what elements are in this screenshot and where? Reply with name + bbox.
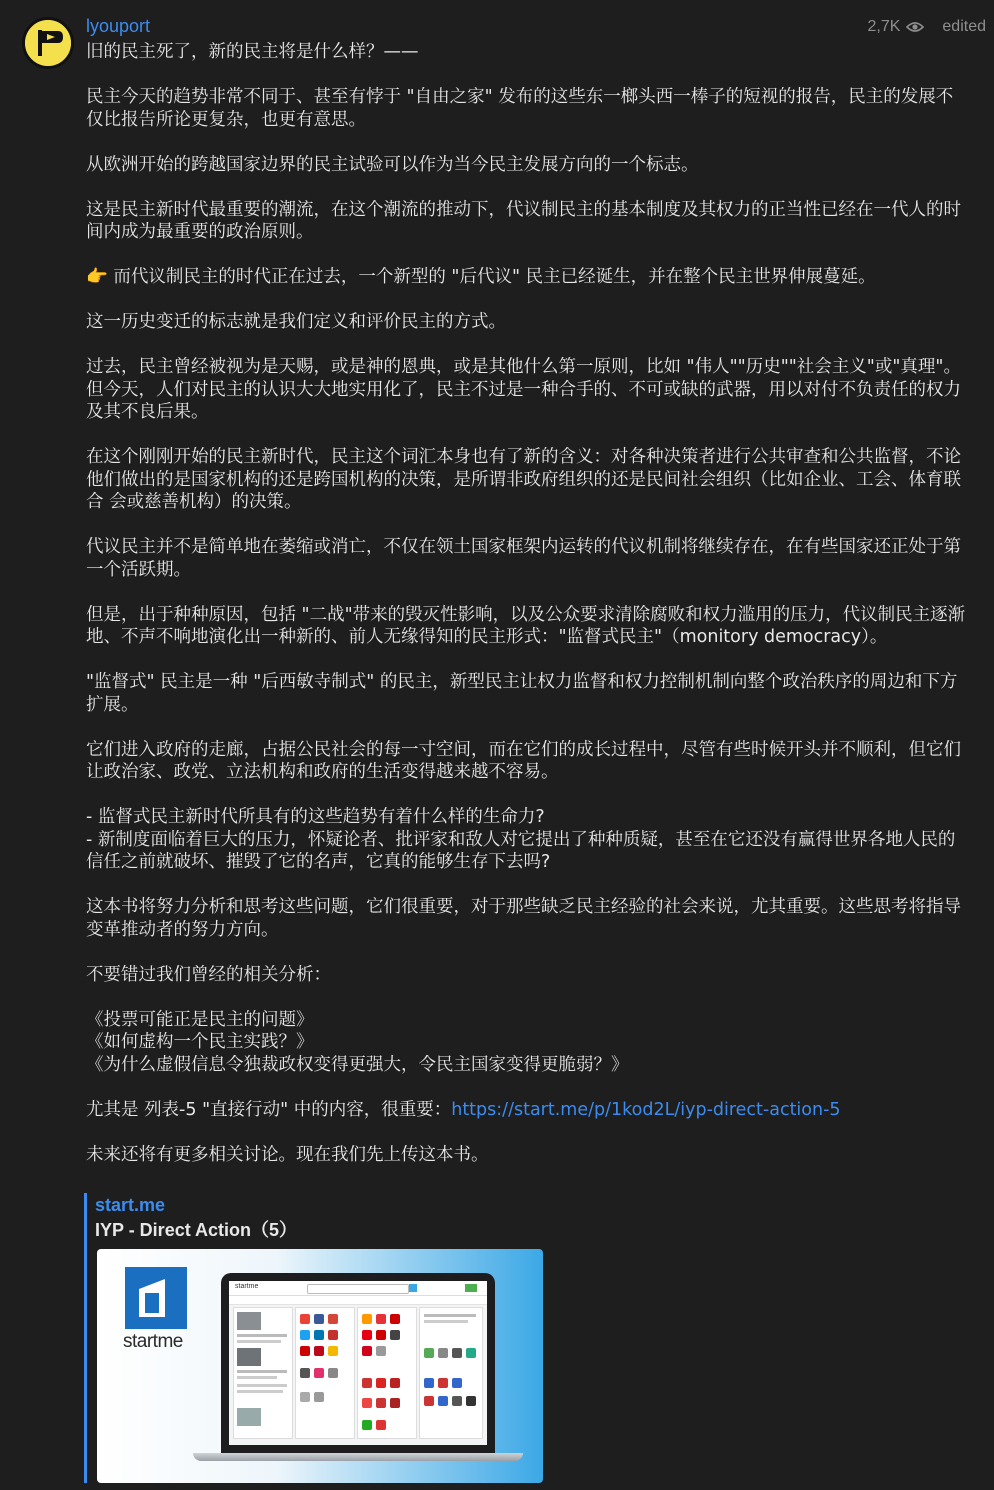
screen-add-button — [465, 1284, 477, 1292]
paragraph: 这本书将努力分析和思考这些问题，它们很重要，对于那些缺乏民主经验的社会来说，尤其重要。这些思考将指导变革推动者的努力方向。 — [86, 897, 961, 940]
avatar[interactable] — [22, 17, 74, 69]
screen-search-button — [409, 1284, 417, 1292]
paragraph: 这是民主新时代最重要的潮流，在这个潮流的推动下，代议制民主的基本制度及其权力的正当性已经在一代人的时间内成为最重要的政治原则。 — [86, 199, 961, 242]
preview-site-name[interactable]: start.me — [95, 1195, 166, 1215]
paragraph: - 监督式民主新时代所具有的这些趋势有着什么样的生命力? - 新制度面临着巨大的压力，怀疑论者、批评家和敌人对它提出了种种质疑，甚至在它还没有赢得世界各地人民的信任之前就破坏、摧毁了它的名声，它真的能够生存下去吗? — [86, 807, 956, 872]
screen-bookmarks-widget — [295, 1307, 355, 1439]
message-text — [86, 41, 966, 1166]
screen-shopping-widget — [357, 1307, 417, 1439]
laptop-illustration — [221, 1273, 495, 1453]
paragraph: 不要错过我们曾经的相关分析： — [86, 964, 331, 985]
screen-tabs — [229, 1296, 487, 1305]
paragraph: 这一历史变迁的标志就是我们定义和评价民主的方式。 — [86, 312, 506, 332]
view-count: 2,7K — [867, 18, 901, 35]
paragraph: 过去，民主曾经被视为是天赐，或是神的恩典，或是其他什么第一原则，比如 "伟人""历史""社会主义"或"真理"。但今天，人们对民主的认识大大地实用化了，民主不过是一种合手的、不可或缺的武器，用以对付不负责任的权力及其不良后果。 — [86, 357, 961, 422]
laptop-screen — [229, 1281, 487, 1445]
screen-search-bar — [307, 1284, 409, 1294]
related-articles-list: 《投票可能正是民主的问题》 《如何虚构一个民主实践？》 《为什么虚假信息令独裁政权变得更强大，令民主国家变得更脆弱？》 — [86, 1009, 629, 1075]
laptop-base — [193, 1453, 523, 1461]
eye-icon — [906, 20, 924, 34]
screen-brand: startme — [235, 1283, 259, 1290]
paragraph: 它们进入政府的走廊，占据公民社会的每一寸空间，而在它们的成长过程中，尽管有些时候开头并不顺利，但它们让政治家、政党、立法机构和政府的生活变得越来越不容易。 — [86, 739, 961, 782]
start-me-link[interactable]: https://start.me/p/1kod2L/iyp-direct-action-5 — [451, 1099, 841, 1120]
preview-image[interactable] — [97, 1249, 543, 1483]
paragraph: 代议民主并不是简单地在萎缩或消亡，不仅在领土国家框架内运转的代议机制将继续存在，在有些国家还正处于第一个活跃期。 — [86, 537, 961, 580]
paragraph: 从欧洲开始的跨越国家边界的民主试验可以作为当今民主发展方向的一个标志。 — [86, 154, 699, 175]
screen-weather-widget — [419, 1307, 483, 1439]
edited-label: edited — [942, 18, 986, 35]
preview-title[interactable]: IYP - Direct Action（5） — [95, 1220, 298, 1240]
startme-logo-icon — [125, 1267, 187, 1329]
paragraph: 在这个刚刚开始的民主新时代，民主这个词汇本身也有了新的含义：对各种决策者进行公共审查和公共监督，不论他们做出的是国家机构的还是跨国机构的决策，是所谓非政府组织的还是民间社会组织（比如企业、工会、体育联合 会或慈善机构）的决策。 — [86, 447, 961, 512]
message-meta — [867, 18, 986, 36]
paragraph: 但是，出于种种原因，包括 "二战"带来的毁灭性影响，以及公众要求清除腐败和权力滥用的压力，代议制民主逐渐地、不声不响地演化出一种新的、前人无缘得知的民主形式："监督式民主"（monitory democracy）。 — [86, 604, 966, 647]
paragraph: 👉 而代议制民主的时代正在过去，一个新型的 "后代议" 民主已经诞生，并在整个民主世界伸展蔓延。 — [86, 267, 876, 287]
screen-toolbar — [229, 1281, 487, 1296]
paragraph: "监督式" 民主是一种 "后西敏寺制式" 的民主，新型民主让权力监督和权力控制机制向整个政治秩序的周边和下方扩展。 — [86, 672, 958, 715]
screen-news-widget — [233, 1307, 293, 1439]
link-preview[interactable] — [84, 1193, 565, 1483]
closing-paragraph: 未来还将有更多相关讨论。现在我们先上传这本书。 — [86, 1144, 489, 1165]
pirate-flag-icon — [25, 20, 71, 66]
author-name[interactable]: lyouport — [86, 16, 151, 36]
paragraph: 旧的民主死了，新的民主将是什么样？—— — [86, 42, 419, 62]
startme-logo-text: startme — [123, 1331, 183, 1352]
link-paragraph — [86, 1099, 966, 1122]
paragraph: 民主今天的趋势非常不同于、甚至有悖于 "自由之家" 发布的这些东一榔头西一棒子的短视的报告，民主的发展不仅比报告所论更复杂，也更有意思。 — [86, 87, 954, 130]
link-prefix: 尤其是 列表-5 "直接行动" 中的内容，很重要： — [86, 1099, 452, 1120]
